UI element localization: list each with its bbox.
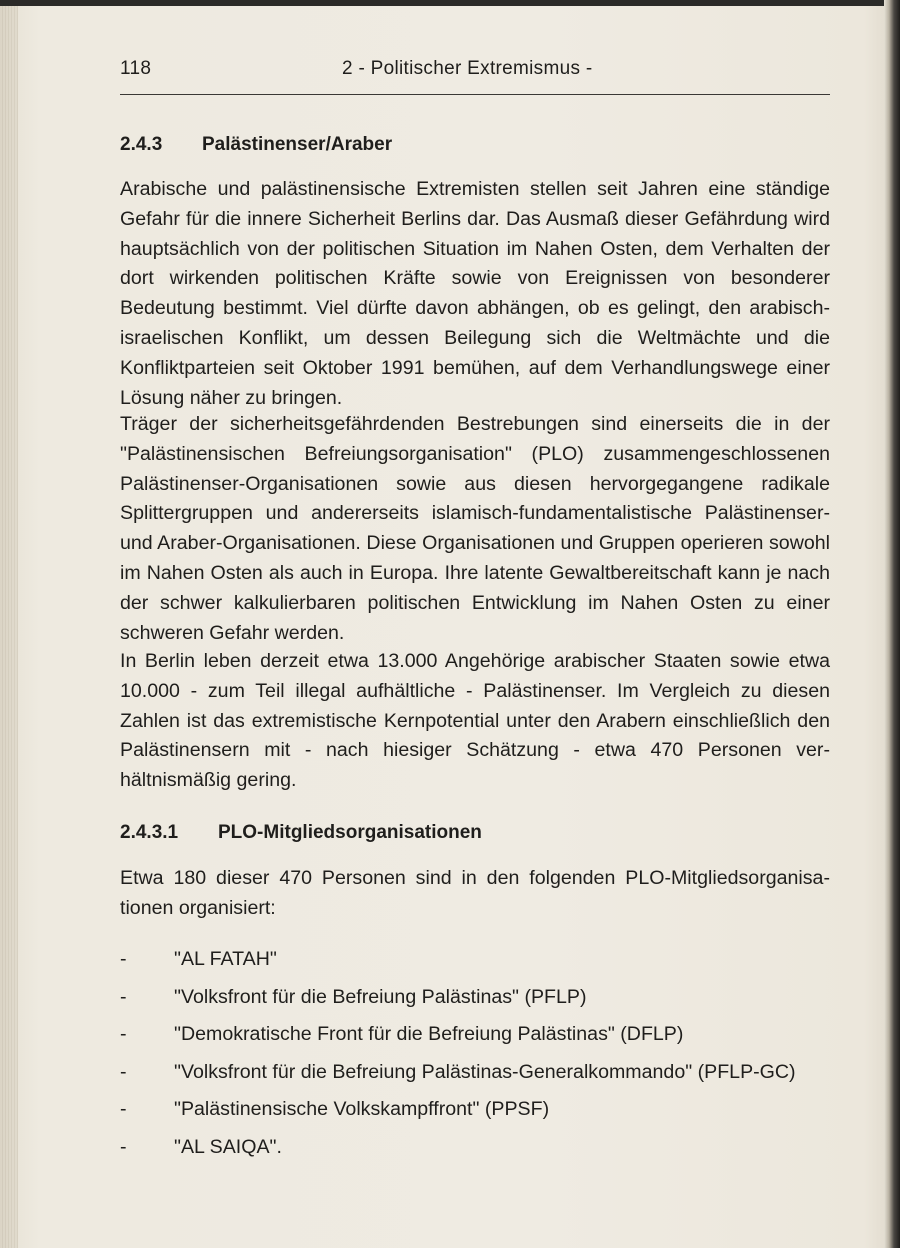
section-heading <box>120 134 392 156</box>
list-dash: - <box>120 1135 127 1158</box>
list-item-text: "Demokratische Front für die Befreiung Palästinas" (DFLP) <box>174 1023 684 1046</box>
list-dash: - <box>120 1098 127 1121</box>
organisation-list <box>120 941 830 1167</box>
book-spine-edge <box>0 6 18 1248</box>
paragraph-population: In Berlin leben derzeit etwa 13.000 Angehörige arabischer Staaten sowie etwa 10.000 - zum Teil illegal aufhältliche - Palästinenser. Im Vergleich zu diesen Zahlen ist das extremistische Kernpotential unter den Arabern einschließlich den Palästinensern mit - nach hiesiger Schätzung - etwa 470 Personen verhältnismäßig gering. <box>120 650 830 792</box>
paragraph-intro: Arabische und palästinensische Extremisten stellen seit Jahren eine ständige Gefahr für die innere Sicherheit Berlins dar. Das Ausmaß dieser Gefährdung wird hauptsächlich von der politischen Situation im Nahen Osten, dem Verhalten der dort wirkenden politischen Kräfte sowie von Ereignissen von besonderer Bedeutung bestimmt. Viel dürfte davon abhängen, ob es gelingt, den arabisch-israelischen Konflikt, um dessen Beilegung sich die Weltmächte und die Konfliktparteien seit Oktober 1991 bemühen, auf dem Verhandlungswege einer Lösung näher zu bringen. <box>120 178 830 409</box>
scan-right-edge <box>884 0 900 1248</box>
list-item <box>120 1129 830 1167</box>
list-item <box>120 979 830 1017</box>
scan-top-edge <box>0 0 900 6</box>
list-item <box>120 1091 830 1129</box>
list-item <box>120 941 830 979</box>
list-dash: - <box>120 948 127 970</box>
subsection-heading <box>120 822 482 844</box>
section-title: Palästinenser/Araber <box>202 134 393 155</box>
list-item-text: "Palästinensische Volkskampffront" (PPSF) <box>174 1098 550 1121</box>
paragraph-organisations-intro: Etwa 180 dieser 470 Personen sind in den folgenden PLO-Mitgliedsorganisationen organisiert: <box>120 867 830 919</box>
list-item-text: "Volksfront für die Befreiung Palästinas" (PFLP) <box>174 985 587 1008</box>
list-dash: - <box>120 985 127 1008</box>
subsection-number: 2.4.3.1 <box>120 822 179 843</box>
list-item-text: "AL FATAH" <box>174 948 277 970</box>
chapter-title: 2 - Politischer Extremismus - <box>342 58 593 79</box>
list-item-text: "Volksfront für die Befreiung Palästinas-Generalkommando" (PFLP-GC) <box>174 1060 796 1083</box>
list-dash: - <box>120 1060 127 1083</box>
list-item <box>120 1016 830 1054</box>
subsection-title: PLO-Mitgliedsorganisationen <box>218 822 482 843</box>
list-item <box>120 1054 830 1092</box>
paragraph-carriers: Träger der sicherheitsgefährdenden Bestrebungen sind einerseits die in der "Palästinensischen Befreiungsorganisation" (PLO) zusammengeschlossenen Palästinenser-Organisationen sowie aus diesen hervorgegangene radikale Splittergruppen und andererseits islamisch-fundamentalistische Palästinenser- und Araber-Organisationen. Diese Organisationen und Gruppen operieren sowohl im Nahen Osten als auch in Europa. Ihre latente Gewaltbereitschaft kann je nach der schwer kalkulierbaren politischen Entwicklung im Nahen Osten zu einer schweren Gefahr werden. <box>120 413 830 644</box>
list-dash: - <box>120 1023 127 1046</box>
running-header <box>120 58 830 86</box>
page-number: 118 <box>120 58 152 79</box>
header-divider <box>120 94 830 95</box>
list-item-text: "AL SAIQA". <box>174 1135 282 1158</box>
section-number: 2.4.3 <box>120 134 163 155</box>
